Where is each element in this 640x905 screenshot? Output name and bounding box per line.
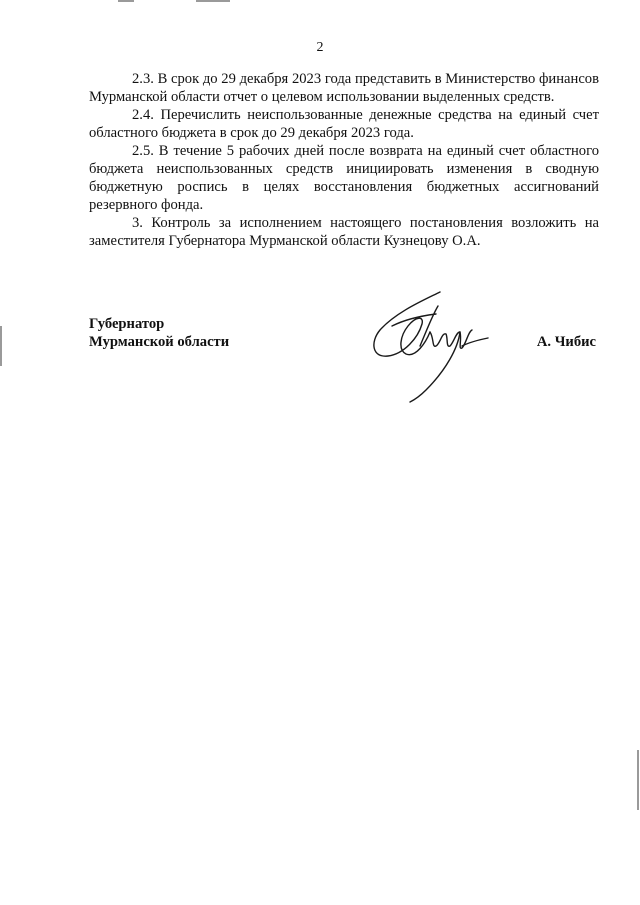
document-body (89, 70, 599, 250)
signatory-title: Губернатор (89, 316, 165, 332)
scan-artifact (196, 0, 230, 2)
signatory-region: Мурманской области (89, 334, 230, 350)
scan-artifact (637, 750, 639, 810)
paragraph-2-5: 2.5. В течение 5 рабочих дней после возврата на единый счет областного бюджета неиспользованных средств инициировать изменения в сводную бюджетную роспись в целях восстановления бюджетных ассигнований резервного фонда. (89, 143, 599, 213)
scan-artifact (118, 0, 134, 2)
scan-artifact (0, 326, 2, 366)
page-number: 2 (316, 40, 324, 55)
paragraph-2-4: 2.4. Перечислить неиспользованные денежные средства на единый счет областного бюджета в срок до 29 декабря 2023 года. (89, 107, 599, 141)
handwritten-signature (362, 286, 494, 404)
signatory-position (89, 315, 229, 351)
paragraph-2-3: 2.3. В срок до 29 декабря 2023 года представить в Министерство финансов Мурманской области отчет о целевом использовании выделенных средств. (89, 71, 599, 105)
paragraph-3: 3. Контроль за исполнением настоящего постановления возложить на заместителя Губернатора Мурманской области Кузнецову О.А. (89, 215, 599, 249)
signatory-name: А. Чибис (536, 334, 596, 350)
